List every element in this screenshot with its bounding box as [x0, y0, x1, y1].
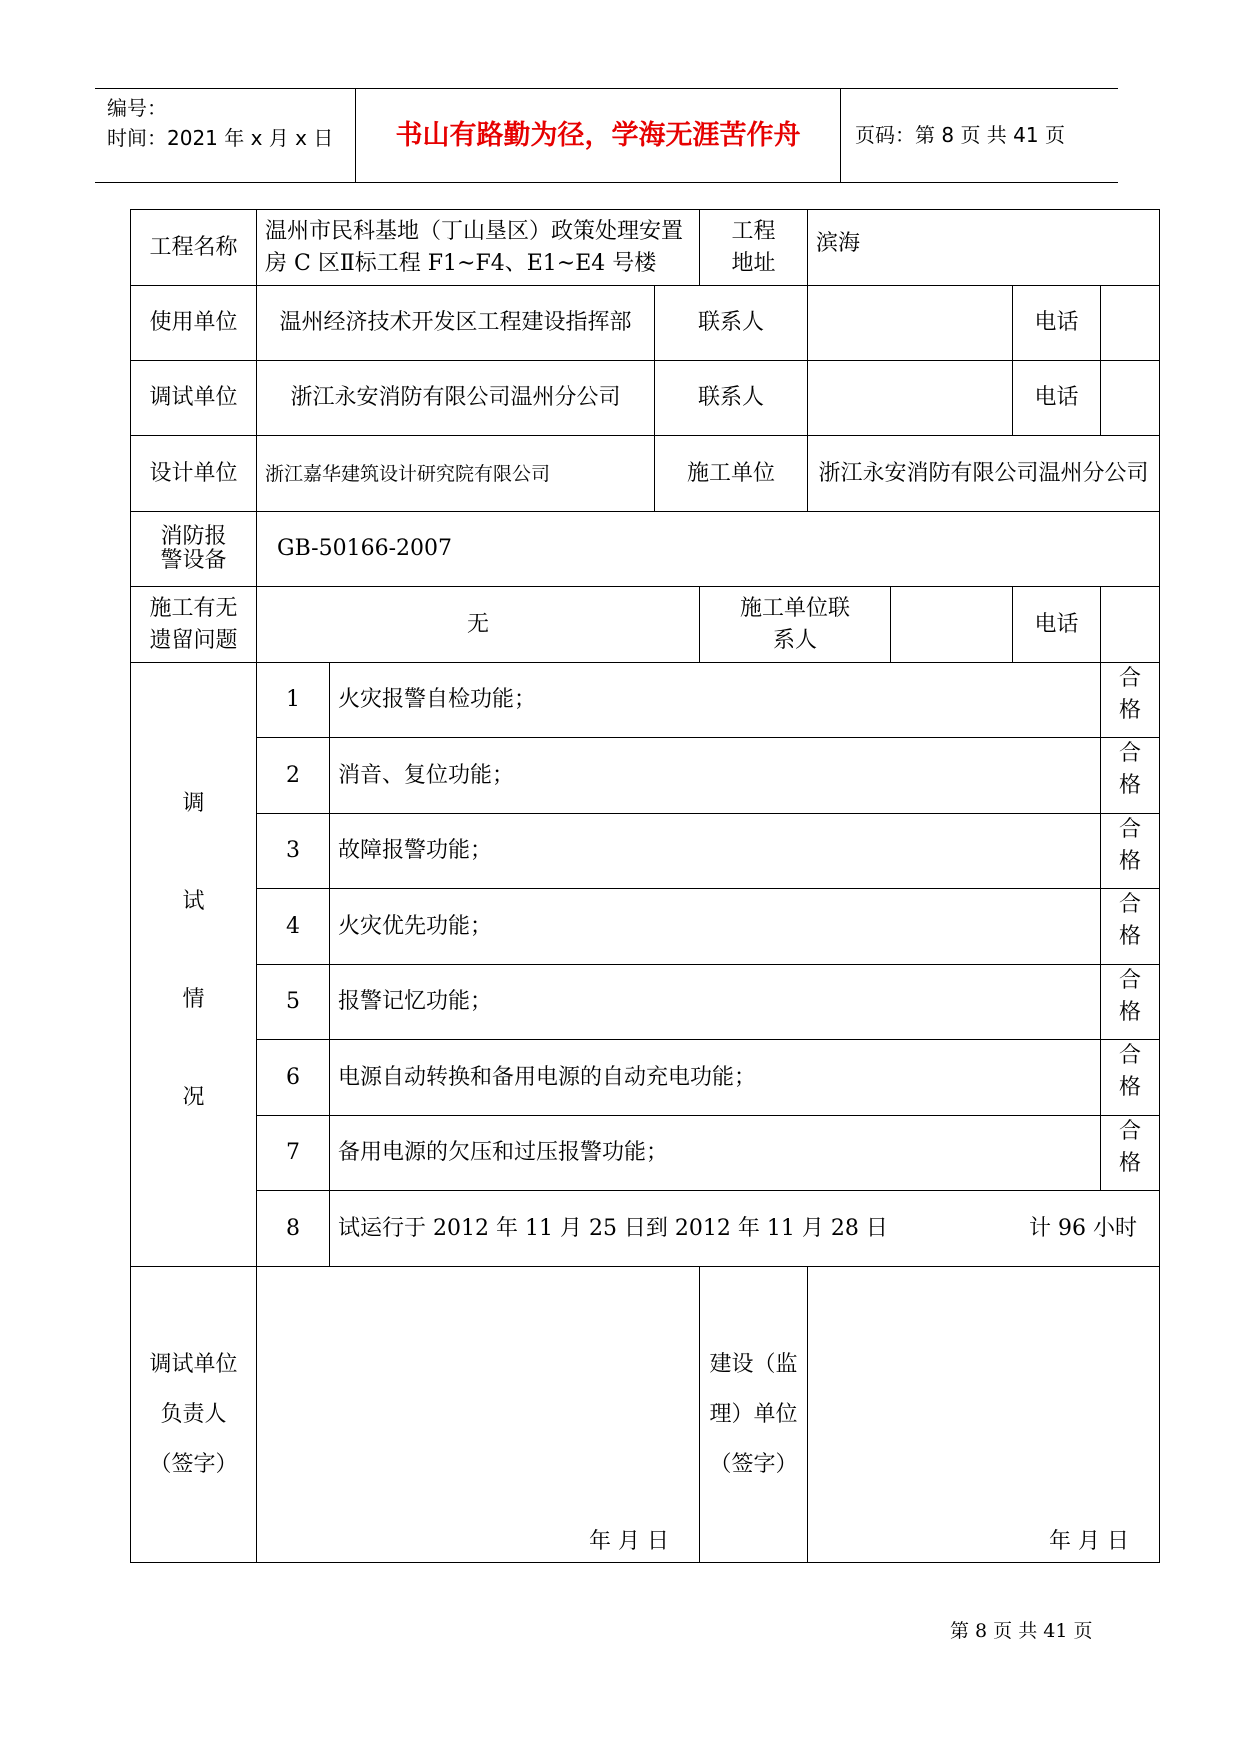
- page-header: [95, 88, 1118, 183]
- sign-right-line: 理）单位: [709, 1401, 798, 1427]
- document-number-label: 编号：: [107, 96, 167, 120]
- table-row: [131, 1116, 1160, 1191]
- table-row: [131, 663, 1160, 738]
- construction-unit-value: 浙江永安消防有限公司温州分公司: [808, 436, 1160, 512]
- debug-section-char: 况: [182, 1085, 205, 1110]
- header-divider: [840, 89, 841, 182]
- debug-unit-phone-value: [1101, 361, 1160, 436]
- debug-unit-label: 调试单位: [131, 361, 257, 436]
- item-text: 故障报警功能；: [330, 814, 1101, 889]
- page-footer: 第 8 页 共 41 页: [950, 1620, 1093, 1642]
- sign-right-date: 年 月 日: [1049, 1529, 1130, 1554]
- table-row: [131, 1040, 1160, 1116]
- table-row: [131, 965, 1160, 1040]
- project-name-label: 工程名称: [131, 210, 257, 286]
- item-text: 火灾报警自检功能；: [330, 663, 1101, 738]
- item-number: 5: [257, 965, 330, 1040]
- sign-right-line: 建设（监: [709, 1351, 798, 1377]
- fire-alarm-label: 消防报警设备: [131, 512, 257, 587]
- construction-contact-label: 施工单位联系人: [700, 587, 891, 663]
- construction-unit-label: 施工单位: [655, 436, 808, 512]
- sign-right-line: （签字）: [709, 1451, 798, 1477]
- table-row: [131, 587, 1160, 663]
- sign-right-area[interactable]: [808, 1267, 1160, 1563]
- table-row: [131, 361, 1160, 436]
- item-result: 合格: [1101, 738, 1160, 814]
- phone-label: 电话: [1013, 361, 1101, 436]
- item-number: 4: [257, 889, 330, 965]
- table-row: [131, 1191, 1160, 1267]
- contact-label: 联系人: [655, 361, 808, 436]
- leftover-label: 施工有无遗留问题: [131, 587, 257, 663]
- item-text: 报警记忆功能；: [330, 965, 1101, 1040]
- header-motto: 书山有路勤为径，学海无涯苦作舟: [395, 120, 801, 151]
- debug-unit-contact-value: [808, 361, 1013, 436]
- fire-alarm-standard: GB-50166-2007: [257, 512, 1160, 587]
- debug-section-char: 调: [182, 791, 205, 816]
- header-page-number: 页码：第 8 页 共 41 页: [855, 123, 1065, 147]
- contact-label: 联系人: [655, 286, 808, 361]
- user-unit-contact-value: [808, 286, 1013, 361]
- item-number: 2: [257, 738, 330, 814]
- item-result: 合格: [1101, 965, 1160, 1040]
- item-result: 合格: [1101, 1116, 1160, 1191]
- project-address-value: 滨海: [808, 210, 1160, 286]
- table-row: [131, 814, 1160, 889]
- trial-cell: [330, 1191, 1160, 1267]
- user-unit-phone-value: [1101, 286, 1160, 361]
- debug-section-char: 试: [182, 889, 205, 914]
- item-text: 备用电源的欠压和过压报警功能；: [330, 1116, 1101, 1191]
- item-number: 1: [257, 663, 330, 738]
- sign-left-line: （签字）: [149, 1451, 238, 1477]
- table-row: [131, 738, 1160, 814]
- debug-unit-value: 浙江永安消防有限公司温州分公司: [257, 361, 655, 436]
- document-time-label: 时间：2021 年 x 月 x 日: [107, 126, 334, 150]
- design-unit-value: 浙江嘉华建筑设计研究院有限公司: [257, 436, 655, 512]
- sign-left-area[interactable]: [257, 1267, 700, 1563]
- sign-right-label: [700, 1267, 808, 1563]
- item-result: 合格: [1101, 663, 1160, 738]
- table-row: [131, 210, 1160, 286]
- trial-total: 计 96 小时: [1029, 1215, 1138, 1241]
- debug-record-table: [130, 209, 1160, 1563]
- design-unit-label: 设计单位: [131, 436, 257, 512]
- user-unit-value: 温州经济技术开发区工程建设指挥部: [257, 286, 655, 361]
- header-meta: [107, 93, 333, 153]
- debug-section-char: 情: [182, 987, 205, 1012]
- item-result: 合格: [1101, 814, 1160, 889]
- item-number: 3: [257, 814, 330, 889]
- sign-left-line: 调试单位: [149, 1351, 238, 1377]
- table-row: [131, 512, 1160, 587]
- project-name-value: 温州市民科基地（丁山垦区）政策处理安置房 C 区Ⅱ标工程 F1~F4、E1~E4 号楼: [257, 210, 700, 286]
- construction-contact-value: [891, 587, 1013, 663]
- trial-text: 试运行于 2012 年 11 月 25 日到 2012 年 11 月 28 日: [338, 1215, 888, 1241]
- sign-left-date: 年 月 日: [589, 1529, 669, 1554]
- table-row: [131, 286, 1160, 361]
- item-text: 电源自动转换和备用电源的自动充电功能；: [330, 1040, 1101, 1116]
- item-result: 合格: [1101, 889, 1160, 965]
- project-address-label: 工程地址: [700, 210, 808, 286]
- item-result: 合格: [1101, 1040, 1160, 1116]
- construction-phone-value: [1101, 587, 1160, 663]
- table-row: [131, 889, 1160, 965]
- item-text: 消音、复位功能；: [330, 738, 1101, 814]
- sign-left-line: 负责人: [160, 1401, 227, 1427]
- debug-section-label: [131, 663, 257, 1267]
- leftover-value: 无: [257, 587, 700, 663]
- signature-row: [131, 1267, 1160, 1563]
- sign-left-label: [131, 1267, 257, 1563]
- user-unit-label: 使用单位: [131, 286, 257, 361]
- item-text: 火灾优先功能；: [330, 889, 1101, 965]
- phone-label: 电话: [1013, 286, 1101, 361]
- phone-label: 电话: [1013, 587, 1101, 663]
- trial-number: 8: [257, 1191, 330, 1267]
- table-row: [131, 436, 1160, 512]
- item-number: 6: [257, 1040, 330, 1116]
- item-number: 7: [257, 1116, 330, 1191]
